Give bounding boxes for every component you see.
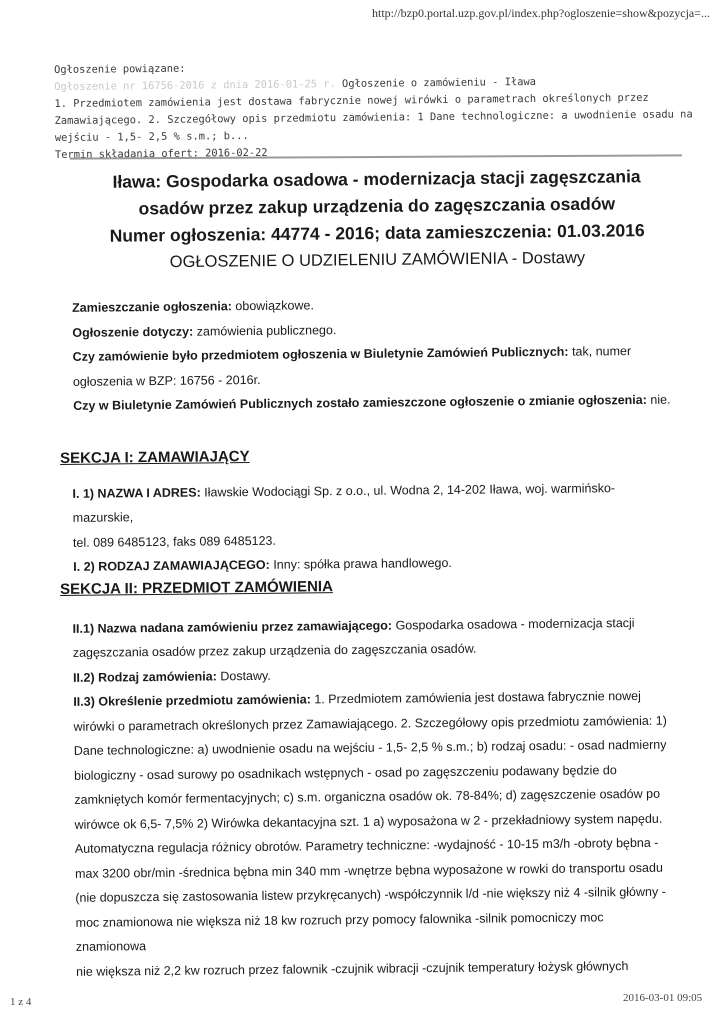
intro-block — [60, 290, 673, 419]
section-2-name: II.1) Nazwa nadana zamówieniu przez zamawiającego: Gospodarka osadowa - modernizacja stacji — [72, 615, 635, 636]
intro-publication: Zamieszczanie ogłoszenia: obowiązkowe. — [72, 298, 314, 315]
related-line1: 1. Przedmiotem zamówienia jest dostawa fabrycznie nowej wirówki o parametrach określonych przez — [54, 91, 649, 110]
scope-line: wirówki o parametrach określonych przez Zamawiającego. 2. Szczegółowy opis przedmiotu zamówienia: 1) — [73, 713, 667, 734]
scope-line: max 3200 obr/min -średnica bębna min 340 mm -wnętrze bębna wyposażone w rowki do transportu osadu — [75, 860, 663, 881]
section-2-name-cont: zagęszczania osadów przez zakup urządzenia do zagęszczania osadów. — [72, 641, 477, 660]
notice-title — [71, 163, 682, 277]
section-2 — [60, 572, 676, 984]
scope-line: biologiczny - osad surowy po osadnikach wstępnych - osad po zagęszczeniu podawany będzie do — [73, 762, 617, 783]
scope-line: Automatyczna regulacja różnicy obrotów. Parametry techniczne: -wydajność - 10-15 m3/h -obroty bębna - — [74, 835, 659, 856]
section-1-name-address: I. 1) NAZWA I ADRES: Iławskie Wodociągi Sp. z o.o., ul. Wodna 2, 14-202 Iława, woj. warmińsko-mazurskie, — [72, 480, 616, 525]
intro-concerns: Ogłoszenie dotyczy: zamówienia publicznego. — [72, 322, 337, 340]
title-line1: Iława: Gospodarka osadowa - modernizacja stacji zagęszczania — [112, 166, 641, 192]
print-datetime: 2016-03-01 09:05 — [623, 992, 703, 1004]
intro-change: Czy w Biuletynie Zamówień Publicznych zostało zamieszczone ogłoszenie o zmianie ogłoszenia: nie. — [73, 392, 671, 413]
section-1 — [60, 441, 673, 580]
scope-line: nie większa niż 2,2 kw rozruch przez falownik -czujnik wibracji -czujnik temperatury łożysk głównych — [76, 958, 629, 979]
related-notice — [54, 55, 693, 164]
section-2-heading: SEKCJA II: PRZEDMIOT ZAMÓWIENIA — [60, 578, 333, 598]
scope-line: moc znamionowa nie większa niż 18 kw rozruch przy pomocy falownika -silnik pomocniczy moc znamionowa — [75, 909, 604, 954]
section-1-type: I. 2) RODZAJ ZAMAWIAJĄCEGO: Inny: spółka prawa handlowego. — [73, 555, 452, 574]
scope-line: Dane technologiczne: a) uwodnienie osadu na wejściu - 1,5- 2,5 % s.m.; b) rodzaj osadu: - osad nadmierny — [73, 737, 667, 758]
scope-line: (nie dopuszcza się zastosowania listew przykręcanych) -współczynnik l/d -nie większy niż 4 -silnik główny - — [75, 884, 666, 905]
page-url: http://bzp0.portal.uzp.gov.pl/index.php?ogloszenie=show&pozycja=... — [372, 6, 711, 20]
section-1-heading: SEKCJA I: ZAMAWIAJĄCY — [60, 448, 250, 467]
section-2-type: II.2) Rodzaj zamówienia: Dostawy. — [72, 668, 271, 685]
intro-bzp: Czy zamówienie było przedmiotem ogłoszenia w Biuletynie Zamówień Publicznych: tak, numer — [72, 344, 632, 364]
page-number: 1 z 4 — [10, 996, 32, 1008]
related-line2: Zamawiającego. 2. Szczegółowy opis przedmiotu zamówienia: 1 Dane technologiczne: a uwodnienie osadu na — [54, 108, 693, 127]
related-label: Ogłoszenie powiązane: — [54, 62, 186, 76]
related-ref-title: Ogłoszenie o zamówieniu - Iława — [341, 75, 537, 90]
intro-bzp-number: ogłoszenia w BZP: 16756 - 2016r. — [72, 372, 261, 389]
scope-line: zamkniętych komór fermentacyjnych; c) s.m. organiczna osadów ok. 78-84%; d) zagęszczenie osadów po — [74, 786, 661, 807]
scope-line: wirówce ok 6,5- 7,5% 2) Wirówka dekantacyjna szt. 1 a) wyposażona w 2 - przekładniowy system napędu. — [74, 811, 663, 832]
notice-type: OGŁOSZENIE O UDZIELENIU ZAMÓWIENIA — [169, 249, 508, 272]
notice-category: - Dostawy — [511, 248, 586, 268]
related-faded-ref: Ogłoszenie nr 16756-2016 z dnia 2016-01-25 r. — [54, 78, 336, 93]
related-deadline: Termin składania ofert: 2016-02-22 — [54, 146, 268, 161]
related-line3: wejściu - 1,5- 2,5 % s.m.; b... — [54, 129, 249, 144]
title-line3: Numer ogłoszenia: 44774 - 2016; data zamieszczenia: 01.03.2016 — [109, 220, 645, 246]
title-line2: osadów przez zakup urządzenia do zagęszczania osadów — [138, 193, 616, 219]
section-1-phone: tel. 089 6485123, faks 089 6485123. — [72, 533, 277, 550]
section-2-scope: II.3) Określenie przedmiotu zamówienia: 1. Przedmiotem zamówienia jest dostawa fabrycznie nowej — [73, 688, 641, 709]
